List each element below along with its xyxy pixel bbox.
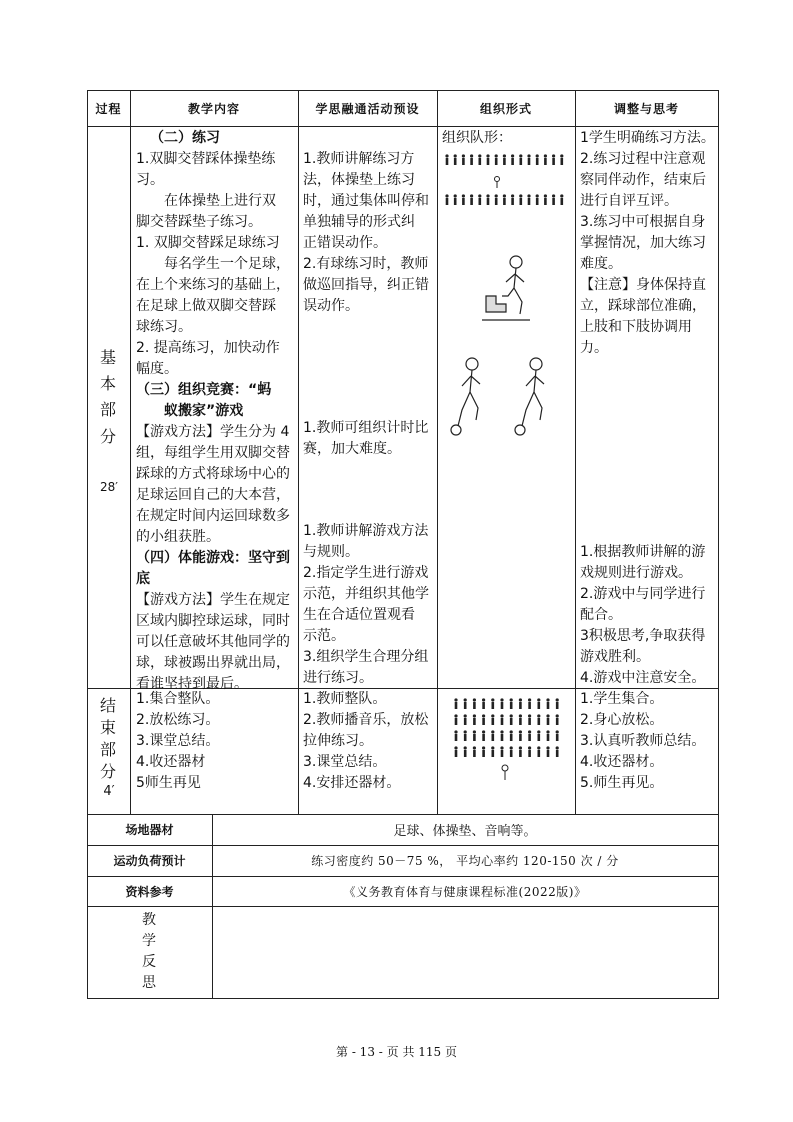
student-figure — [462, 154, 465, 157]
student-figure-body — [470, 198, 473, 205]
student-figure-body — [503, 158, 506, 165]
student-figure-body — [503, 198, 506, 205]
student-figure — [528, 730, 531, 733]
ideology-line: 误动作。 — [303, 298, 359, 314]
student-row-figures — [445, 154, 563, 165]
student-figure-body — [519, 718, 522, 725]
student-figure — [537, 730, 540, 733]
student-figure-body — [561, 158, 564, 165]
student-figure — [510, 698, 513, 701]
student-figure-body — [455, 734, 458, 741]
basic-label-char: 分 — [99, 427, 116, 446]
student-figure — [546, 746, 549, 749]
content-line: 在上个来练习的基础上， — [136, 277, 290, 293]
student-figure — [482, 714, 485, 717]
content-line: 在足球上做双脚交替踩 — [136, 298, 276, 314]
student-figure — [556, 746, 559, 749]
adjust-line: 2.游戏中与同学进行 — [580, 586, 706, 602]
ideology-line: 1.教师可组织计时比 — [303, 420, 429, 436]
student-figure — [473, 714, 476, 717]
student-figure — [495, 194, 498, 197]
content-line: 幅度。 — [136, 361, 178, 377]
student-figure-body — [519, 702, 522, 709]
content-line: 2.放松练习。 — [136, 712, 220, 728]
student-figure — [491, 730, 494, 733]
student-figure-body — [470, 158, 473, 165]
student-stepping-mat-illustration — [482, 256, 530, 320]
ideology-line: 拉伸练习。 — [303, 733, 373, 749]
content-line: 组，每组学生用双脚交替 — [136, 445, 290, 461]
adjust-line: 进行自评互评。 — [580, 193, 678, 209]
student-figure — [462, 194, 465, 197]
reflect-char: 反 — [142, 954, 156, 970]
student-figure-body — [464, 702, 467, 709]
adjust-block-a — [580, 128, 718, 359]
student-figure-body — [547, 718, 550, 725]
student-figure-body — [473, 702, 476, 709]
formation-diagrams — [440, 150, 574, 440]
student-figure — [454, 746, 457, 749]
student-figure — [511, 154, 514, 157]
student-figure-body — [544, 198, 547, 205]
student-figure — [491, 746, 494, 749]
content-line: 习。 — [136, 172, 164, 188]
end-ideology — [303, 689, 437, 794]
content-line: 【游戏方法】学生在规定 — [136, 592, 290, 608]
student-figure — [546, 730, 549, 733]
content-line: 每名学生一个足球， — [164, 256, 290, 272]
student-figure-body — [464, 718, 467, 725]
student-figure — [491, 698, 494, 701]
student-figure-body — [520, 158, 523, 165]
student-figure — [500, 730, 503, 733]
student-figure — [486, 154, 489, 157]
student-figure-body — [528, 198, 531, 205]
content-line: 可以任意破坏其他同学的 — [136, 634, 290, 650]
student-figure — [519, 154, 522, 157]
student-figure — [556, 730, 559, 733]
student-figure-body — [538, 750, 541, 757]
student-figure-body — [547, 750, 550, 757]
student-figure — [482, 698, 485, 701]
student-figure — [454, 730, 457, 733]
student-figure-body — [501, 718, 504, 725]
student-figure-body — [482, 718, 485, 725]
student-figure — [503, 194, 506, 197]
basic-label-char: 部 — [99, 400, 116, 419]
student-figure — [473, 746, 476, 749]
student-figure-body — [511, 198, 514, 205]
ideology-line: 1.教师讲解游戏方法 — [303, 523, 429, 539]
content-line: 球练习。 — [136, 319, 192, 335]
reference-label: 资料参考 — [125, 884, 174, 899]
student-figure-body — [473, 718, 476, 725]
student-figure-body — [501, 734, 504, 741]
content-line: 【游戏方法】学生分为 4 — [136, 424, 290, 440]
student-figure — [546, 714, 549, 717]
content-line: 2. 提高练习，加快动作 — [136, 340, 280, 356]
end-label-char: 束 — [99, 718, 116, 737]
student-figure-body — [462, 158, 465, 165]
student-figure-body — [552, 158, 555, 165]
student-figure-body — [455, 702, 458, 709]
ideology-line: 示范，并组织其他学 — [303, 586, 429, 602]
student-figure — [510, 730, 513, 733]
student-figure-body — [528, 734, 531, 741]
student-figure-body — [510, 750, 513, 757]
student-figure-body — [556, 734, 559, 741]
end-label-char: 分 — [99, 762, 116, 781]
ideology-line: 示范。 — [303, 628, 345, 644]
ideology-line: 2.指定学生进行游戏 — [303, 565, 429, 581]
student-figure — [556, 714, 559, 717]
ideology-line: 与规则。 — [303, 544, 359, 560]
student-figure — [495, 154, 498, 157]
student-figure — [537, 714, 540, 717]
student-figure — [464, 698, 467, 701]
student-figure-body — [547, 702, 550, 709]
ideology-line: 单独辅导的形式纠 — [303, 214, 415, 230]
adjust-line: 4.收还器材。 — [580, 754, 664, 770]
student-figure-body — [464, 750, 467, 757]
adjust-line: 1.根据教师讲解的游 — [580, 544, 706, 560]
ideology-block-a — [303, 149, 437, 317]
student-figure-body — [487, 158, 490, 165]
ideology-line: 时，通过集体叫停和 — [303, 193, 429, 209]
student-figure — [519, 746, 522, 749]
student-figure-body — [482, 734, 485, 741]
content-line: 底 — [136, 571, 150, 587]
adjust-line: 游戏胜利。 — [580, 649, 650, 665]
student-figure — [470, 154, 473, 157]
header-process: 过程 — [95, 101, 122, 116]
content-line: 看谁坚持到最后。 — [136, 676, 248, 692]
student-figure — [519, 730, 522, 733]
student-figure-body — [492, 718, 495, 725]
student-figure-body — [454, 158, 457, 165]
adjust-line: 配合。 — [580, 607, 622, 623]
content-line: 球，球被踢出界就出局， — [136, 655, 290, 671]
ideology-block-c — [303, 521, 437, 689]
equipment-label: 场地器材 — [125, 823, 174, 837]
student-figure — [511, 194, 514, 197]
student-figure-body — [479, 198, 482, 205]
student-figure — [486, 194, 489, 197]
student-figure-body — [556, 718, 559, 725]
teacher-icon — [495, 177, 500, 189]
student-figure — [519, 194, 522, 197]
ideology-line: 法，体操垫上练习 — [303, 172, 415, 188]
student-figure — [560, 194, 563, 197]
ideology-line: 进行练习。 — [303, 670, 373, 686]
student-figure-body — [519, 734, 522, 741]
end-label-char: 部 — [99, 740, 116, 759]
student-figure — [464, 746, 467, 749]
student-figure-body — [536, 158, 539, 165]
content-line: 区域内脚控球运球，同时 — [136, 613, 290, 629]
student-figure-body — [547, 734, 550, 741]
basic-label-char: 基 — [99, 348, 116, 367]
reflect-char: 学 — [142, 933, 156, 949]
reflect-char: 教 — [142, 912, 156, 928]
basic-content — [136, 128, 296, 695]
student-figure — [473, 698, 476, 701]
student-figure — [473, 730, 476, 733]
end-content — [136, 689, 296, 794]
ideology-line: 2.教师播音乐，放松 — [303, 712, 429, 728]
load-label: 运动负荷预计 — [113, 854, 186, 868]
ideology-block-b — [303, 418, 437, 460]
student-figure — [519, 714, 522, 717]
content-line: 在体操垫上进行双 — [164, 193, 276, 209]
adjust-line: 3.认真听教师总结。 — [580, 733, 706, 749]
end-label-char: 结 — [99, 696, 116, 715]
student-figure-body — [511, 158, 514, 165]
end-formation-diagram — [450, 696, 562, 786]
student-figure — [528, 698, 531, 701]
student-figure — [470, 194, 473, 197]
ideology-line: 3.课堂总结。 — [303, 754, 387, 770]
student-figure — [552, 194, 555, 197]
student-figure-body — [552, 198, 555, 205]
content-line: 1.双脚交替踩体操垫练 — [136, 151, 276, 167]
ideology-line: 3.组织学生合理分组 — [303, 649, 429, 665]
reflection-area — [213, 907, 718, 998]
student-figure — [527, 154, 530, 157]
student-figure-body — [482, 702, 485, 709]
ideology-line: 赛，加大难度。 — [303, 441, 401, 457]
adjust-line: 5.师生再见。 — [580, 775, 664, 791]
student-figure — [537, 698, 540, 701]
student-figure — [454, 714, 457, 717]
adjust-line: 2.练习过程中注意观 — [580, 151, 706, 167]
student-figure — [500, 714, 503, 717]
content-line: （三）组织竞赛：“蚂 — [136, 382, 272, 398]
student-figure-body — [510, 702, 513, 709]
adjust-line: 3积极思考,争取获得 — [580, 628, 706, 644]
student-figure — [454, 154, 457, 157]
student-figure-body — [462, 198, 465, 205]
student-figure — [560, 154, 563, 157]
student-figure — [500, 698, 503, 701]
header-adjust: 调整与思考 — [613, 101, 679, 116]
content-line: 5师生再见 — [136, 775, 201, 791]
content-line: 足球运回自己的大本营， — [136, 487, 290, 503]
adjust-line: 戏规则进行游戏。 — [580, 565, 692, 581]
teacher-icon — [502, 765, 508, 780]
content-line: 脚交替踩垫子练习。 — [136, 214, 262, 230]
student-figure — [482, 730, 485, 733]
header-organization: 组织形式 — [479, 101, 532, 116]
student-figure-body — [520, 198, 523, 205]
student-figure — [544, 154, 547, 157]
content-line: 1.集合整队。 — [136, 691, 220, 707]
student-figure — [536, 194, 539, 197]
student-figure — [478, 154, 481, 157]
student-figure — [445, 194, 448, 197]
page-number: 第 - 13 - 页 共 115 页 — [336, 1045, 457, 1059]
student-figure-body — [501, 702, 504, 709]
student-football-illustration — [451, 358, 544, 435]
adjust-block-b — [580, 542, 718, 689]
student-figure-body — [538, 718, 541, 725]
student-figure-body — [479, 158, 482, 165]
student-figure — [503, 154, 506, 157]
student-figure-body — [510, 734, 513, 741]
adjust-line: 力。 — [580, 340, 608, 356]
student-figure-body — [556, 750, 559, 757]
student-figure-body — [556, 702, 559, 709]
student-figure-body — [495, 158, 498, 165]
ideology-line: 1.教师整队。 — [303, 691, 387, 707]
content-line: （四）体能游戏：坚守到 — [136, 550, 290, 566]
student-figure-body — [519, 750, 522, 757]
adjust-line: 立，踩球部位准确， — [580, 298, 706, 314]
content-line: （二）练习 — [150, 130, 220, 146]
student-figure — [500, 746, 503, 749]
student-figure-body — [510, 718, 513, 725]
student-figure — [491, 714, 494, 717]
student-figure-body — [473, 750, 476, 757]
student-figure-body — [528, 702, 531, 709]
content-line: 在规定时间内运回球数多 — [136, 508, 290, 524]
adjust-line: 难度。 — [580, 256, 622, 272]
student-figure — [478, 194, 481, 197]
student-figure-body — [464, 734, 467, 741]
student-figure — [546, 698, 549, 701]
student-figure — [519, 698, 522, 701]
student-figure-body — [492, 734, 495, 741]
reflect-char: 思 — [142, 975, 156, 991]
student-figure — [537, 746, 540, 749]
content-line: 踩球的方式将球场中心的 — [136, 466, 290, 482]
student-figure — [528, 746, 531, 749]
equipment-value: 足球、体操垫、音响等。 — [393, 824, 537, 839]
student-row-figures — [445, 194, 563, 205]
ideology-line: 1.教师讲解练习方 — [303, 151, 415, 167]
student-figure — [510, 714, 513, 717]
student-figure — [544, 194, 547, 197]
adjust-line: 2.身心放松。 — [580, 712, 664, 728]
student-figure-body — [487, 198, 490, 205]
student-figure-body — [473, 734, 476, 741]
ideology-line: 做巡回指导，纠正错 — [303, 277, 429, 293]
adjust-line: 掌握情况，加大练习 — [580, 235, 706, 251]
basic-label-char: 本 — [99, 374, 116, 393]
organization-label: 组织队形： — [442, 130, 512, 146]
student-figure-body — [528, 158, 531, 165]
student-figure-body — [501, 750, 504, 757]
student-figure-body — [538, 734, 541, 741]
adjust-line: 【注意】身体保持直 — [580, 277, 706, 293]
student-figure — [510, 746, 513, 749]
student-figure-body — [492, 702, 495, 709]
reference-value: 《义务教育体育与健康课程标准(2022版)》 — [343, 884, 587, 899]
ideology-line: 2.有球练习时，教师 — [303, 256, 429, 272]
student-figure — [528, 714, 531, 717]
student-figure-body — [455, 718, 458, 725]
student-figure-body — [528, 718, 531, 725]
student-figure — [454, 194, 457, 197]
student-figure — [527, 194, 530, 197]
student-figure — [482, 746, 485, 749]
student-figure — [552, 154, 555, 157]
end-time: 4′ — [103, 784, 115, 799]
student-figure — [536, 154, 539, 157]
student-figure-body — [528, 750, 531, 757]
student-figure-body — [482, 750, 485, 757]
content-line: 蚁搬家”游戏 — [164, 403, 244, 419]
content-line: 1. 双脚交替踩足球练习 — [136, 235, 280, 251]
ideology-line: 正错误动作。 — [303, 235, 387, 251]
student-figure-body — [454, 198, 457, 205]
student-figure-body — [561, 198, 564, 205]
load-value: 练习密度约 50－75 %， 平均心率约 120-150 次 / 分 — [311, 854, 619, 868]
student-figure-body — [495, 198, 498, 205]
content-line: 的小组获胜。 — [136, 529, 220, 545]
student-figure-body — [538, 702, 541, 709]
adjust-line: 1学生明确练习方法。 — [580, 130, 715, 146]
student-figure-body — [446, 198, 449, 205]
student-figure — [464, 730, 467, 733]
student-figure-body — [544, 158, 547, 165]
end-adjust — [580, 689, 718, 794]
header-ideology: 学思融通活动预设 — [315, 101, 420, 116]
student-figure-body — [492, 750, 495, 757]
adjust-line: 察同伴动作，结束后 — [580, 172, 706, 188]
adjust-line: 上肢和下肢协调用 — [580, 319, 692, 335]
ideology-line: 生在合适位置观看 — [303, 607, 415, 623]
student-figure — [464, 714, 467, 717]
adjust-line: 1.学生集合。 — [580, 691, 664, 707]
student-figure-body — [536, 198, 539, 205]
student-figure-body — [455, 750, 458, 757]
content-line: 4.收还器材 — [136, 754, 206, 770]
student-figure — [445, 154, 448, 157]
student-figure — [454, 698, 457, 701]
header-content: 教学内容 — [187, 101, 240, 116]
ideology-line: 4.安排还器材。 — [303, 775, 401, 791]
student-row-figures — [454, 698, 558, 757]
adjust-line: 3.练习中可根据自身 — [580, 214, 706, 230]
adjust-line: 4.游戏中注意安全。 — [580, 670, 706, 686]
student-figure-body — [446, 158, 449, 165]
content-line: 3.课堂总结。 — [136, 733, 220, 749]
basic-time: 28′ — [100, 480, 118, 494]
student-figure — [556, 698, 559, 701]
